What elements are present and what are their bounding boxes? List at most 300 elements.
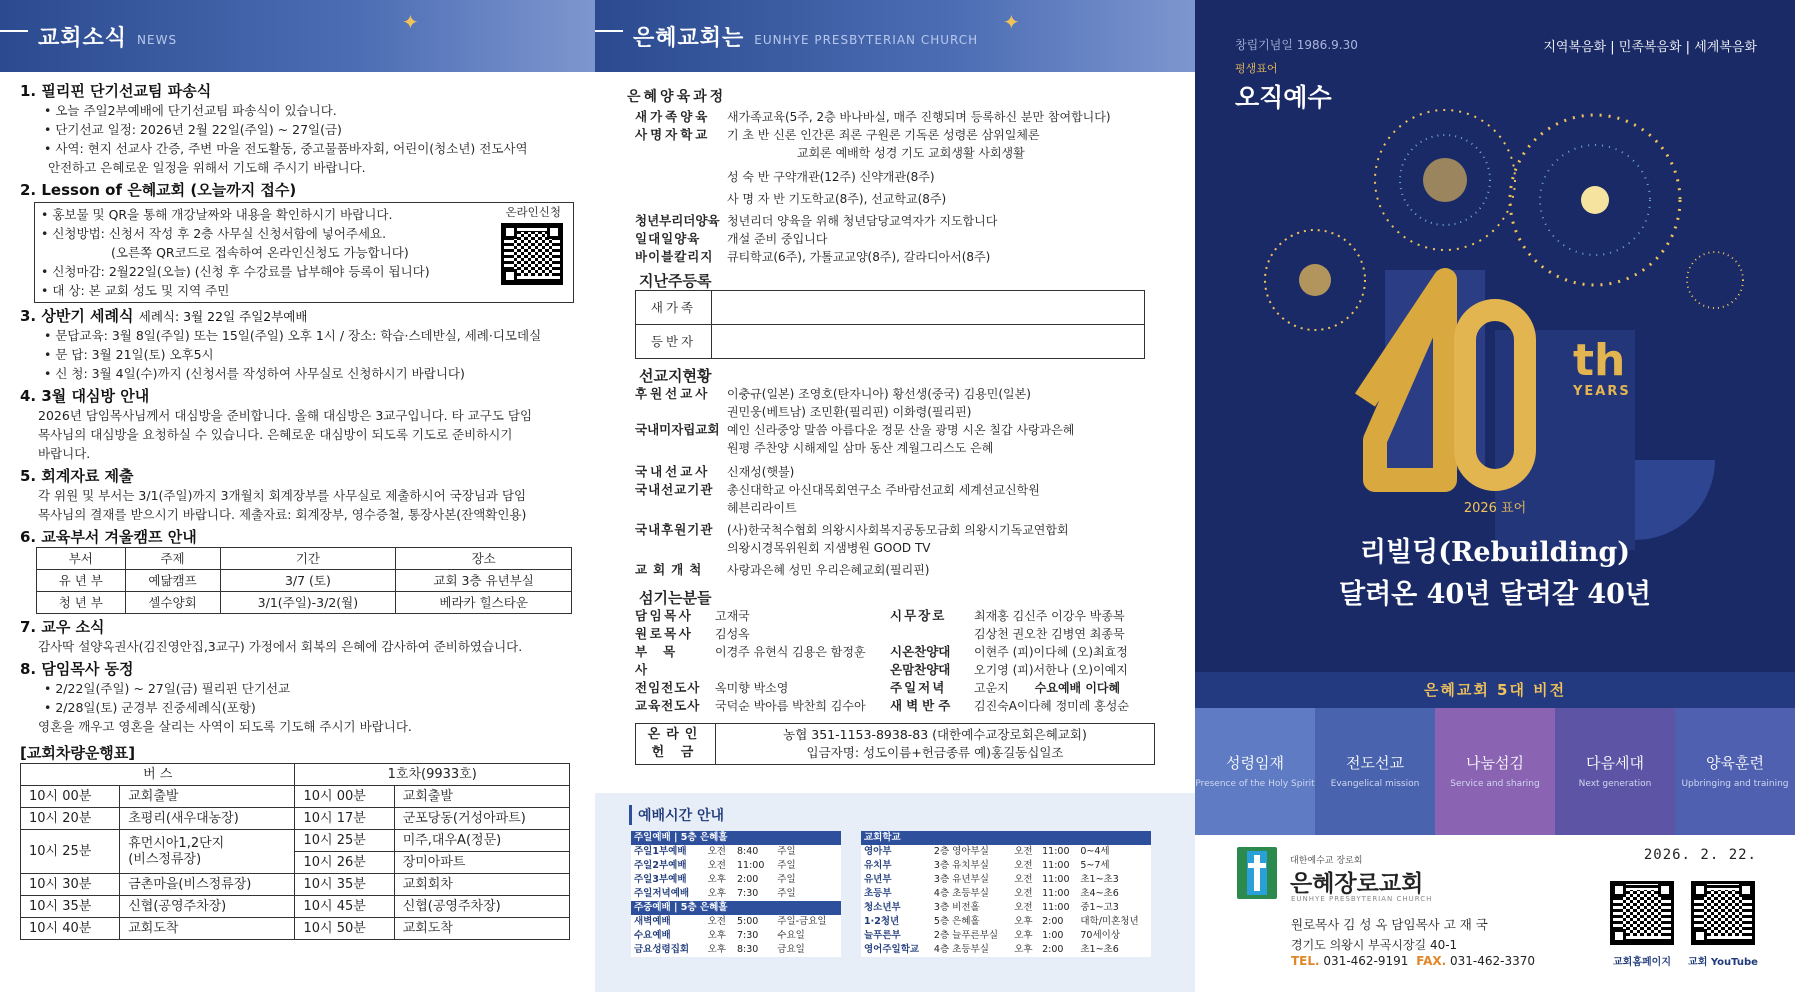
staff-names: 고재국 — [715, 609, 750, 623]
service-ampm: 오전 — [707, 916, 726, 927]
worship-section — [595, 793, 1195, 992]
table-row — [631, 915, 841, 929]
staff-role: 주일저녁 — [890, 680, 947, 695]
tel-number[interactable]: 031-462-9191 — [1323, 954, 1409, 968]
news-heading: 4. 3월 대심방 안내 — [20, 387, 150, 405]
camp-cell: 유 년 부 — [37, 570, 126, 592]
news-line: • 대 상: 본 교회 성도 및 지역 주민 — [41, 283, 230, 298]
vision-item — [1555, 708, 1675, 835]
news-subtitle: NEWS — [137, 33, 178, 47]
school-dept: 영아부 — [864, 846, 892, 857]
school-dept: 영어주일학교 — [864, 944, 920, 955]
bus-cell: 미주,대우A(정문) — [394, 830, 569, 852]
staff-row — [890, 607, 1170, 625]
news-line: 영혼을 깨우고 영혼을 살리는 사역이 되도록 기도해 주시기 바랍니다. — [38, 719, 412, 734]
staff-extra: 수요예배 이다혜 — [1034, 681, 1121, 695]
news-line: • 문답교육: 3월 8일(주일) 또는 15일(주일) 오후 1시 / 장소: 학습·스데반실, 세례·디모데실 — [44, 328, 542, 343]
qr-corner — [1693, 883, 1707, 897]
news-line: 각 위원 및 부서는 3/1(주일)까지 3개월치 회계장부를 사무실로 제출하시어 국장님과 담임 — [38, 488, 527, 503]
camp-cell: 교회 3층 유년부실 — [396, 570, 572, 592]
edu-text: 개설 준비 중입니다 — [727, 232, 828, 246]
reg-title: 지난주등록 — [639, 272, 712, 290]
edu-row — [635, 108, 1182, 126]
bus-cell: 초평리(새우대농장) — [120, 808, 295, 830]
firework-core — [1581, 186, 1609, 214]
about-title: 은혜교회는 — [633, 25, 745, 51]
mission-row — [635, 499, 1182, 517]
staff-role: 원로목사 — [635, 626, 694, 641]
edu-text: 교회론 예배학 성경 기도 교회생활 사회생활 — [797, 146, 1025, 160]
news-title: 교회소식 — [38, 25, 128, 51]
camp-table — [36, 547, 572, 614]
bus-header: 1호차(9933호) — [295, 764, 570, 786]
school-time: 11:00 — [1042, 860, 1070, 871]
qr-youtube-label: 교회 YouTube — [1688, 957, 1758, 968]
service-day: 주일 — [777, 860, 796, 871]
news-line: • 사역: 현지 선교사 간증, 주변 마을 전도활동, 중고물품바자회, 어린이(청소년) 전도사역 — [44, 141, 528, 156]
mission-label: 국내선교사 — [635, 464, 711, 479]
camp-cell: 청 년 부 — [37, 592, 126, 614]
bus-cell: 10시 26분 — [295, 852, 394, 874]
church-footer — [1195, 835, 1795, 992]
fax-number: 031-462-3370 — [1450, 954, 1536, 968]
bus-cell: 교회출발 — [394, 786, 569, 808]
staff-role: 교육전도사 — [635, 698, 701, 713]
bus-cell: 10시 50분 — [295, 918, 394, 940]
vision-sub: Presence of the Holy Spirit — [1195, 779, 1315, 789]
service-day: 주일 — [777, 888, 796, 899]
about-body — [627, 82, 1182, 765]
bus-cell: 10시 25분 — [295, 830, 394, 852]
established-date: 창립기념일 1986.9.30 — [1235, 38, 1358, 52]
news-heading: 1. 필리핀 단기선교팀 파송식 — [20, 82, 212, 100]
logo-cross — [1248, 863, 1266, 868]
staff-role: 담임목사 — [635, 608, 694, 623]
bus-header: 버 스 — [21, 764, 295, 786]
fax-label: FAX. — [1416, 954, 1447, 968]
staff-role: 전임전도사 — [635, 680, 701, 695]
edu-row — [635, 248, 1182, 266]
reg-table — [635, 290, 1145, 359]
camp-header: 주제 — [125, 548, 220, 570]
school-time: 11:00 — [1042, 902, 1070, 913]
mission-row — [635, 481, 1182, 499]
staff-role: 부목사 — [635, 644, 692, 677]
news-line: 감사딱 설양옥권사(김진영안집,3교구) 가정에서 회복의 은혜에 감사하여 준비하였습니다. — [38, 639, 523, 654]
church-logo-icon — [1237, 847, 1277, 899]
bus-cell: 휴먼시아1,2단지 (비스정류장) — [120, 830, 295, 874]
account-number[interactable]: 농협 351-1153-8938-83 (대한예수교장로회은혜교회) — [783, 727, 1087, 742]
qr-corner — [547, 225, 561, 239]
motto: 지역복음화 | 민족복음화 | 세계복음화 — [1543, 40, 1757, 55]
edu-row — [635, 212, 1182, 230]
mission-text: 의왕시경목위원회 지샘병원 GOOD TV — [727, 541, 931, 555]
mission-label: 국내미자립교회 — [635, 422, 720, 437]
mission-label: 국내선교기관 — [635, 482, 714, 497]
header-bar — [0, 30, 28, 32]
service-name: 수요예배 — [634, 930, 671, 941]
bus-cell: 교회회차 — [394, 874, 569, 896]
camp-cell: 예닮캠프 — [125, 570, 220, 592]
table-row — [631, 859, 841, 873]
school-ampm: 오후 — [1014, 930, 1033, 941]
school-ampm: 오후 — [1014, 916, 1033, 927]
mission-row — [635, 521, 1182, 539]
news-heading — [20, 307, 580, 326]
online-info — [716, 724, 1154, 764]
vision-item — [1435, 708, 1555, 835]
school-dept: 늘푸른부 — [864, 930, 901, 941]
edu-label: 청년부리더양육 — [635, 213, 720, 228]
service-day: 주일 — [777, 874, 796, 885]
mission-title: 선교지현황 — [639, 367, 712, 385]
about-column — [595, 0, 1195, 992]
staff-role: 온맘찬양대 — [890, 662, 951, 677]
bus-cell: 10시 35분 — [21, 896, 120, 918]
mission-text: 헤븐리라이트 — [727, 501, 797, 515]
camp-cell: 3/7 (토) — [220, 570, 396, 592]
school-time: 2:00 — [1042, 916, 1064, 927]
mission-text: (사)한국척수협회 의왕시사회복지공동모금회 의왕시기독교연합회 — [727, 523, 1069, 537]
service-day: 주일 — [777, 846, 796, 857]
edu-text: 성 숙 반 구약개관(12주) 신약개관(8주) — [727, 170, 935, 184]
qr-label: 온라인신청 — [505, 205, 561, 219]
school-room: 2층 늘푸른부실 — [933, 930, 999, 941]
mission-text: 예인 신라중앙 말씀 아름다운 정문 산울 광명 시온 칠갑 사랑과은혜 — [727, 423, 1075, 437]
slogan-line2: 달려온 40년 달려갈 40년 — [1338, 579, 1651, 610]
bus-cell: 10시 40분 — [21, 918, 120, 940]
staff-row — [635, 625, 905, 643]
camp-header: 기간 — [220, 548, 396, 570]
logo-cross — [1254, 855, 1260, 891]
school-ampm: 오전 — [1014, 846, 1033, 857]
table-row — [861, 915, 1151, 929]
staff-names: 최재홍 김신주 이강우 박종복 — [974, 609, 1125, 623]
reg-field — [712, 291, 1145, 325]
qr-code-icon[interactable] — [501, 223, 563, 285]
vision-label: 양육훈련 — [1706, 754, 1764, 772]
school-room: 3층 비전홀 — [933, 902, 980, 913]
school-room: 5층 은혜홀 — [933, 916, 980, 927]
school-time: 11:00 — [1042, 874, 1070, 885]
table-row — [37, 592, 572, 614]
bus-cell: 10시 17분 — [295, 808, 394, 830]
news-line: • 오늘 주일2부예배에 단기선교팀 파송식이 있습니다. — [44, 103, 337, 118]
school-age: 대학/미혼청년 — [1080, 916, 1139, 927]
school-time: 2:00 — [1042, 944, 1064, 955]
table-row — [631, 887, 841, 901]
service-day: 금요일 — [777, 944, 805, 955]
table-row — [861, 873, 1151, 887]
header-bar — [595, 30, 623, 32]
staff-title: 섬기는분들 — [639, 589, 712, 607]
service-ampm: 오후 — [707, 874, 726, 885]
staff-names: 고운지 — [974, 681, 1009, 695]
table-row — [631, 943, 841, 957]
edu-label — [635, 168, 727, 186]
news-line: 목사님의 결재를 받으시기 바랍니다. 제출자료: 회계장부, 영수증철, 통장사본(잔액확인용) — [38, 507, 527, 522]
service-time: 5:00 — [737, 916, 759, 927]
church-name-en: EUNHYE PRESBYTERIAN CHURCH — [1291, 895, 1433, 903]
school-ampm: 오후 — [1014, 944, 1033, 955]
school-time: 11:00 — [1042, 888, 1070, 899]
staff-role: 시온찬양대 — [890, 644, 951, 659]
vision-item — [1315, 708, 1435, 835]
edu-label: 새가족양육 — [635, 109, 711, 124]
school-dept: 유년부 — [864, 874, 892, 885]
service-time: 7:30 — [737, 930, 759, 941]
table-row — [21, 808, 570, 830]
mission-row — [635, 561, 1182, 579]
reg-field — [712, 325, 1145, 359]
school-room: 3층 유치부실 — [933, 860, 989, 871]
service-ampm: 오후 — [707, 930, 726, 941]
service-day: 수요일 — [777, 930, 805, 941]
service-time: 2:00 — [737, 874, 759, 885]
sparkle-icon: ✦ — [1003, 10, 1020, 34]
qr-corner — [1693, 929, 1707, 943]
table-row — [21, 874, 570, 896]
reg-label: 등반자 — [636, 325, 712, 359]
table-row — [21, 918, 570, 940]
service-ampm: 오후 — [707, 944, 726, 955]
camp-cell: 베라카 힐스타운 — [396, 592, 572, 614]
qr-youtube-icon[interactable] — [1691, 881, 1755, 945]
staff-right — [890, 607, 1170, 715]
staff-names: 김성옥 — [715, 627, 750, 641]
service-name: 주일1부예배 — [634, 846, 687, 857]
bus-cell: 10시 30분 — [21, 874, 120, 896]
sparkle-icon: ✦ — [402, 10, 419, 34]
edu-text: 청년리더 양육을 위해 청년담당교역자가 지도합니다 — [727, 214, 998, 228]
table-row — [37, 570, 572, 592]
school-time: 1:00 — [1042, 930, 1064, 941]
year-label: 2026 표어 — [1463, 501, 1527, 516]
edu-label: 바이블칼리지 — [635, 249, 714, 264]
bus-cell: 신협(공영주차장) — [394, 896, 569, 918]
school-dept: 청소년부 — [864, 902, 901, 913]
news-header — [0, 0, 595, 72]
mission-label: 국내후원기관 — [635, 522, 714, 537]
edu-text: 큐티학교(6주), 가톨교교양(8주), 갈라디아서(8주) — [727, 250, 991, 264]
qr-corner — [1612, 929, 1626, 943]
service-time: 11:00 — [737, 860, 765, 871]
service-name: 새벽예배 — [634, 916, 671, 927]
tel-label: TEL. — [1291, 954, 1320, 968]
service-time: 8:30 — [737, 944, 759, 955]
bus-cell: 10시 45분 — [295, 896, 394, 918]
staff-names: 김진숙A이다혜 정미레 홍성순 — [974, 699, 1129, 713]
school-age: 초1~초3 — [1080, 874, 1119, 885]
news-line: 바랍니다. — [38, 446, 91, 461]
edu-text: 새가족교육(5주, 2층 바나바실, 매주 진행되며 등록하신 분만 참여합니다) — [727, 110, 1111, 124]
vision-label: 성령임재 — [1226, 754, 1284, 772]
service-time: 7:30 — [737, 888, 759, 899]
school-dept: 1·2청년 — [864, 916, 900, 927]
camp-cell: 3/1(주일)-3/2(월) — [220, 592, 396, 614]
news-heading: 2. Lesson of 은혜교회 (오늘까지 접수) — [20, 181, 297, 199]
qr-corner — [1612, 883, 1626, 897]
school-age: 70세이상 — [1080, 930, 1120, 941]
vision-sub: Upbringing and training — [1681, 779, 1789, 789]
vision-title: 은혜교회 5대 비전 — [1195, 672, 1795, 708]
vision-label: 나눔섬김 — [1466, 754, 1524, 772]
table-row — [861, 859, 1151, 873]
staff-row — [635, 697, 905, 715]
vision-sub: Next generation — [1578, 779, 1652, 789]
edu-label — [635, 144, 727, 162]
firework-burst — [1687, 252, 1743, 308]
camp-header: 장소 — [396, 548, 572, 570]
news-heading: 7. 교우 소식 — [20, 618, 105, 636]
staff-row — [635, 607, 905, 625]
school-dept: 유치부 — [864, 860, 892, 871]
news-line: • 신 청: 3월 4일(수)까지 (신청서를 작성하여 사무실로 신청하시기 바랍니다) — [44, 366, 465, 381]
news-line: 2026년 담임목사님께서 대심방을 준비합니다. 올해 대심방은 3교구입니다. 타 교구도 담임 — [38, 408, 533, 423]
staff-row — [635, 643, 905, 679]
bus-cell: 10시 25분 — [21, 830, 120, 874]
edu-row — [635, 190, 1182, 208]
bus-cell: 교회출발 — [120, 786, 295, 808]
staff-names: 이현주 (피)이다혜 (오)최효정 — [974, 645, 1128, 659]
camp-cell: 셀수양회 — [125, 592, 220, 614]
bus-cell: 군포당동(거성아파트) — [394, 808, 569, 830]
edu-row — [635, 126, 1182, 144]
contact — [1291, 954, 1535, 968]
school-room: 2층 영아부실 — [933, 846, 989, 857]
account-note: 입금자명: 성도이름+헌금종류 예)홍길동십일조 — [806, 745, 1064, 760]
bulletin-date: 2026. 2. 22. — [1643, 847, 1757, 863]
news-line: (오른쪽 QR코드로 접속하여 온라인신청도 가능합니다) — [111, 245, 409, 260]
bus-table — [20, 763, 570, 940]
edu-label: 일대일양육 — [635, 231, 701, 246]
th-text: th — [1573, 335, 1626, 386]
school-room: 3층 유년부실 — [933, 874, 989, 885]
staff-row — [635, 679, 905, 697]
staff-names: 국덕순 박아름 박찬희 김수아 — [715, 699, 866, 713]
news-line: • 2/28일(토) 군경부 진중세례식(포항) — [44, 700, 256, 715]
staff-names: 옥미향 박소영 — [715, 681, 789, 695]
service-day: 주일-금요일 — [777, 916, 827, 927]
staff-left — [635, 607, 905, 715]
table-row — [861, 901, 1151, 915]
staff-row — [890, 625, 1170, 643]
edu-title: 은혜양육과정 — [627, 89, 727, 105]
pyo-text: 오직예수 — [1235, 83, 1332, 112]
edu-label: 사명자학교 — [635, 127, 711, 142]
school-ampm: 오전 — [1014, 888, 1033, 899]
church-name: 은혜장로교회 — [1290, 871, 1424, 897]
bus-cell: 장미아파트 — [394, 852, 569, 874]
mission-text: 총신대학교 아신대목회연구소 주바람선교회 세계선교신학원 — [727, 483, 1040, 497]
years-text: YEARS — [1573, 384, 1631, 399]
bus-cell: 10시 20분 — [21, 808, 120, 830]
qr-corner — [1739, 883, 1753, 897]
edu-text: 사 명 자 반 기도학교(8주), 선교학교(8주) — [727, 192, 947, 206]
news-subheading: 세례식: 3월 22일 주일2부예배 — [138, 309, 308, 324]
school-dept: 초등부 — [864, 888, 892, 899]
bus-cell: 교회도착 — [394, 918, 569, 940]
bus-title: [교회차량운행표] — [20, 744, 136, 762]
news-line: 목사님의 대심방을 요청하실 수 있습니다. 은혜로운 대심방이 되도록 기도로 준비하시기 — [38, 427, 513, 442]
service-ampm: 오전 — [707, 860, 726, 871]
mission-label: 교회개척 — [635, 562, 708, 577]
edu-row — [635, 144, 1182, 162]
service-ampm: 오전 — [707, 846, 726, 857]
bus-cell: 10시 00분 — [21, 786, 120, 808]
staff-names: 김상천 권오찬 김병연 최종묵 — [974, 627, 1125, 641]
address: 경기도 의왕시 부곡시장길 40-1 — [1291, 938, 1458, 952]
staff-names: 이경주 유현식 김용은 함정훈 — [715, 645, 866, 659]
school-age: 5~7세 — [1080, 860, 1110, 871]
news-body — [20, 78, 580, 940]
school-room: 4층 초등부실 — [933, 888, 989, 899]
church-denomination: 대한예수교 장로회 — [1290, 856, 1363, 866]
qr-corner — [503, 225, 517, 239]
edu-text: 기 초 반 신론 인간론 죄론 구원론 기독론 성령론 삼위일체론 — [727, 128, 1040, 142]
qr-homepage-label: 교회홈페이지 — [1613, 957, 1671, 968]
staff-row — [890, 679, 1170, 697]
pyo-label: 평생표어 — [1235, 62, 1278, 75]
mission-text: 이충규(일본) 조영호(탄자니아) 황선생(중국) 김용민(일본) — [727, 387, 1031, 401]
camp-header: 부서 — [37, 548, 126, 570]
mission-row — [635, 403, 1182, 421]
table-row — [631, 929, 841, 943]
cover-column — [1195, 0, 1795, 992]
news-heading: 6. 교육부서 겨울캠프 안내 — [20, 528, 197, 546]
staff-names: 오기영 (피)서한나 (오)이예지 — [974, 663, 1128, 677]
school-age: 초4~초6 — [1080, 888, 1119, 899]
news-line: • 단기선교 일정: 2026년 2월 22일(주일) ~ 27일(금) — [44, 122, 342, 137]
mission-text: 신재성(햇불) — [727, 465, 795, 479]
news-line: 안전하고 은혜로운 일정을 위해서 기도해 주시기 바랍니다. — [48, 160, 366, 175]
staff-block — [635, 607, 1182, 719]
table-row — [631, 873, 841, 887]
qr-corner — [503, 269, 517, 283]
table-row — [861, 929, 1151, 943]
news-heading: 5. 회계자료 제출 — [20, 467, 134, 485]
mission-label: 후원선교사 — [635, 386, 711, 401]
firework-core — [1299, 264, 1331, 296]
school-age: 0~4세 — [1080, 846, 1110, 857]
online-offering — [635, 723, 1155, 765]
sunday-table — [631, 831, 841, 957]
table-row — [21, 830, 570, 852]
bus-cell: 신협(공영주차장) — [120, 896, 295, 918]
mission-row — [635, 421, 1182, 439]
school-head: 교회학교 — [864, 832, 901, 843]
news-heading-text: 3. 상반기 세례식 — [20, 307, 134, 325]
school-ampm: 오전 — [1014, 860, 1033, 871]
edu-label — [635, 190, 727, 208]
bus-cell: 금촌마을(비스정류장) — [120, 874, 295, 896]
news-line: • 2/22일(주일) ~ 27일(금) 필리핀 단기선교 — [44, 681, 291, 696]
school-ampm: 오전 — [1014, 902, 1033, 913]
news-line: • 홍보물 및 QR을 통해 개강날짜와 내용을 확인하시기 바랍니다. — [41, 207, 393, 222]
table-row — [861, 887, 1151, 901]
news-line: • 신청방법: 신청서 작성 후 2층 사무실 신청서함에 넣어주세요. — [41, 226, 387, 241]
service-ampm: 오후 — [707, 888, 726, 899]
news-line: • 신청마감: 2월22일(오늘) (신청 후 수강료를 납부해야 등록이 됩니다) — [41, 264, 430, 279]
mission-text: 원평 주찬양 시해제일 삼마 동산 계월그리스도 은혜 — [727, 441, 994, 455]
service-name: 금요성령집회 — [634, 944, 690, 955]
lesson-box — [34, 202, 574, 303]
qr-homepage-icon[interactable] — [1610, 881, 1674, 945]
online-label: 온라인 헌 금 — [636, 724, 716, 764]
mission-text: 사랑과은혜 성민 우리은혜교회(필리핀) — [727, 563, 930, 577]
vision-label: 전도선교 — [1346, 754, 1404, 772]
school-ampm: 오전 — [1014, 874, 1033, 885]
